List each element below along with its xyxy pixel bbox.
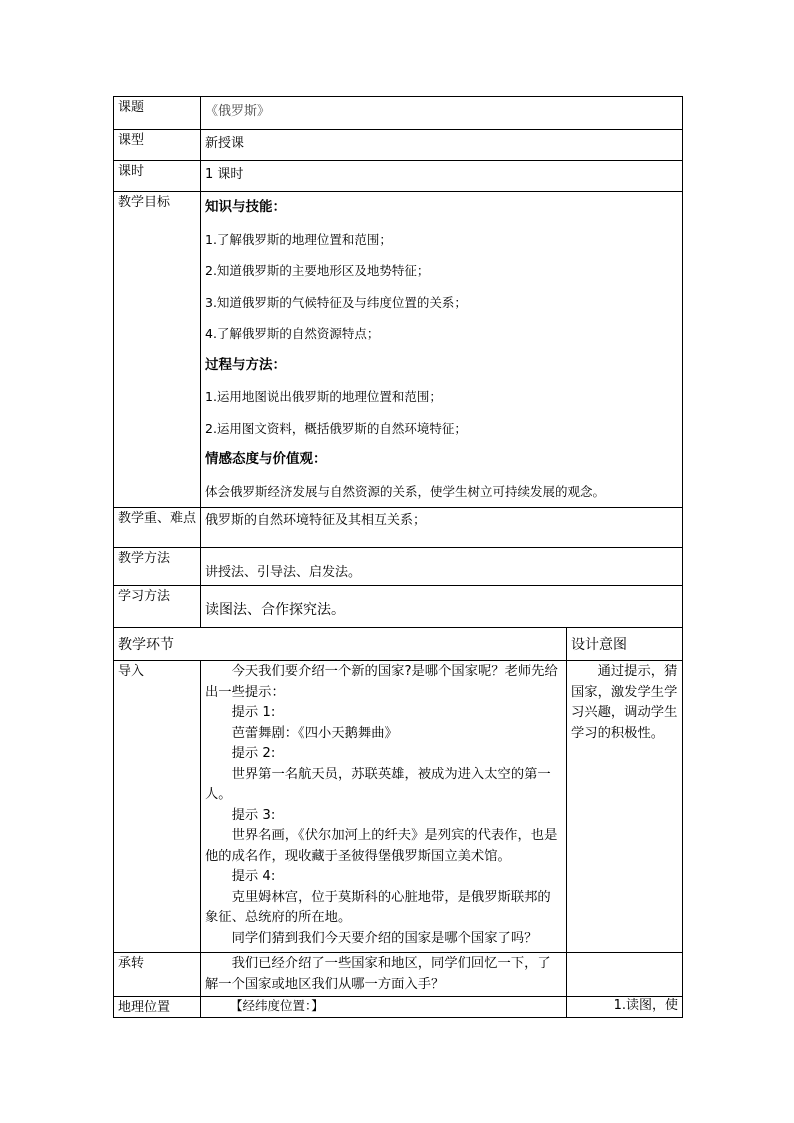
transition-label: 承转	[114, 953, 201, 997]
hint-2-text: 世界第一名航天员，苏联英雄，被成为进入太空的第一人。	[205, 766, 551, 802]
key-points-value: 俄罗斯的自然环境特征及其相互关系；	[201, 508, 683, 548]
hint-4-title: 提示 4:	[231, 869, 276, 884]
teaching-method-label: 教学方法	[114, 548, 201, 586]
type-label: 课型	[114, 130, 201, 161]
goals-label: 教学目标	[114, 192, 201, 508]
type-value: 新授课	[201, 130, 683, 161]
learning-method-value: 读图法、合作探究法。	[201, 586, 683, 628]
goal-knowledge-4: 4.了解俄罗斯的自然资源特点；	[205, 326, 380, 341]
row-key-points	[114, 508, 683, 548]
row-goals	[114, 192, 683, 508]
goal-process-1: 1.运用地图说出俄罗斯的地理位置和范围；	[205, 389, 442, 404]
transition-text: 我们已经介绍了一些国家和地区，同学们回忆一下，了解一个国家或地区我们从哪一方面入手？	[205, 956, 551, 992]
row-intro	[114, 661, 683, 953]
learning-method-label: 学习方法	[114, 586, 201, 628]
hint-1-title: 提示 1:	[231, 705, 276, 720]
geo-text: 【经纬度位置：】	[230, 998, 324, 1013]
row-hours	[114, 161, 683, 192]
geo-content	[201, 997, 567, 1018]
goal-knowledge-2: 2.知道俄罗斯的主要地形区及地势特征；	[205, 263, 430, 278]
hint-3-text: 世界名画，《伏尔加河上的纤夫》是列宾的代表作，也是他的成名作，现收藏于圣彼得堡俄罗斯国立美术馆。	[205, 828, 558, 864]
row-type	[114, 130, 683, 161]
intro-line-1: 今天我们要介绍一个新的国家?是哪个国家呢？老师先给出一些提示：	[205, 664, 558, 700]
intro-intent-text: 通过提示，猜国家，激发学生学习兴趣，调动学生学习的积极性。	[571, 664, 678, 741]
hint-2-title: 提示 2:	[231, 746, 276, 761]
hours-label: 课时	[114, 161, 201, 192]
transition-intent	[567, 953, 683, 997]
geo-intent: 1.读图，使	[567, 997, 683, 1018]
goals-heading-attitude: 情感态度与价值观：	[205, 451, 327, 467]
lesson-plan-table	[113, 96, 683, 1018]
goals-heading-process: 过程与方法：	[205, 356, 286, 373]
geo-label: 地理位置	[114, 997, 201, 1018]
goal-process-2: 2.运用图文资料，概括俄罗斯的自然环境特征；	[205, 420, 467, 436]
goals-content	[201, 192, 683, 508]
goal-attitude-1: 体会俄罗斯经济发展与自然资源的关系，使学生树立可持续发展的观念。	[205, 483, 606, 499]
goal-knowledge-3: 3.知道俄罗斯的气候特征及与纬度位置的关系；	[205, 294, 467, 310]
intro-content	[201, 661, 567, 953]
row-geo-location	[114, 997, 683, 1018]
goals-heading-knowledge: 知识与技能：	[205, 199, 286, 215]
intro-question: 同学们猜到我们今天要介绍的国家是哪个国家了吗？	[231, 930, 538, 946]
goal-knowledge-1: 1.了解俄罗斯的地理位置和范围；	[205, 231, 392, 247]
hours-value: 1 课时	[201, 161, 683, 192]
row-learning-method	[114, 586, 683, 628]
row-teaching-method	[114, 548, 683, 586]
hint-4-text: 克里姆林宫，位于莫斯科的心脏地带，是俄罗斯联邦的象征、总统府的所在地。	[205, 889, 551, 925]
step-header: 教学环节	[114, 628, 567, 661]
row-section-header	[114, 628, 683, 661]
hint-3-title: 提示 3:	[231, 807, 276, 823]
intro-intent	[567, 661, 683, 953]
transition-content	[201, 953, 567, 997]
topic-value: 《俄罗斯》	[201, 97, 683, 130]
intro-label: 导入	[114, 661, 201, 953]
row-transition	[114, 953, 683, 997]
intent-header: 设计意图	[567, 628, 683, 661]
key-points-label: 教学重、难点	[114, 508, 201, 548]
teaching-method-value: 讲授法、引导法、启发法。	[201, 548, 683, 586]
row-topic	[114, 97, 683, 130]
hint-1-text: 芭蕾舞剧：《四小天鹅舞曲》	[231, 725, 398, 741]
topic-label: 课题	[114, 97, 201, 130]
